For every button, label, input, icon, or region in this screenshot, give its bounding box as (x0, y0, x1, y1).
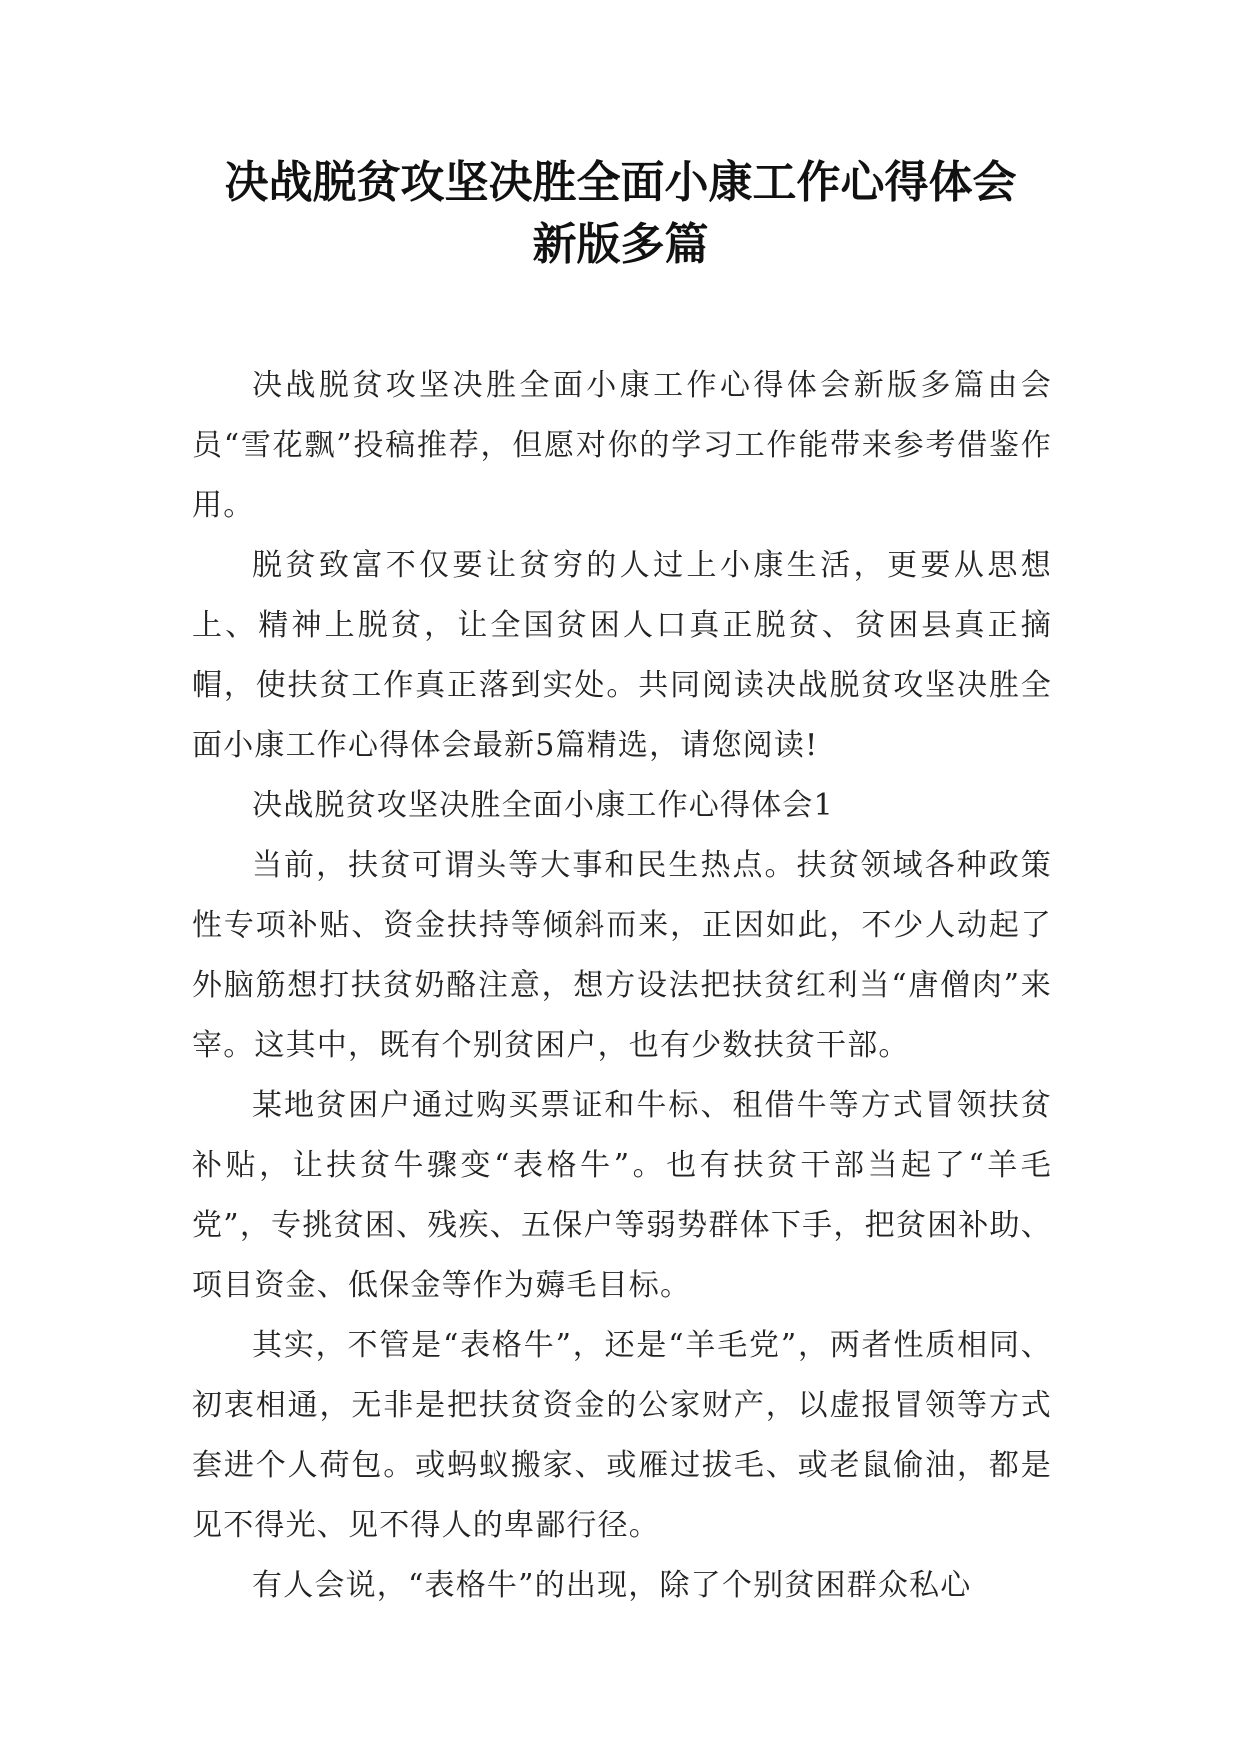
paragraph: 当前，扶贫可谓头等大事和民生热点。扶贫领域各种政策性专项补贴、资金扶持等倾斜而来，正因如此，不少人动起了外脑筋想打扶贫奶酪注意，想方设法把扶贫红利当“唐僧肉”来宰。这其中，既有个别贫困户，也有少数扶贫干部。 (192, 848, 1052, 1063)
paragraph: 其实，不管是“表格牛”，还是“羊毛党”，两者性质相同、初衷相通，无非是把扶贫资金的公家财产，以虚报冒领等方式套进个人荷包。或蚂蚁搬家、或雁过拔毛、或老鼠偷油，都是见不得光、见不得人的卑鄙行径。 (192, 1328, 1052, 1543)
title-line-1: 决战脱贫攻坚决胜全面小康工作心得体会 (224, 157, 1017, 208)
document-body (192, 356, 1052, 1616)
paragraph-intro: 决战脱贫攻坚决胜全面小康工作心得体会新版多篇由会员“雪花飘”投稿推荐，但愿对你的学习工作能带来参考借鉴作用。 (192, 368, 1052, 523)
title-line-2: 新版多篇 (532, 219, 709, 270)
document-title (150, 152, 1091, 276)
section-heading: 决战脱贫攻坚决胜全面小康工作心得体会1 (252, 788, 834, 823)
paragraph: 某地贫困户通过购买票证和牛标、租借牛等方式冒领扶贫补贴，让扶贫牛骤变“表格牛”。也有扶贫干部当起了“羊毛党”，专挑贫困、残疾、五保户等弱势群体下手，把贫困补助、项目资金、低保金等作为薅毛目标。 (192, 1088, 1052, 1303)
paragraph-summary: 脱贫致富不仅要让贫穷的人过上小康生活，更要从思想上、精神上脱贫，让全国贫困人口真正脱贫、贫困县真正摘帽，使扶贫工作真正落到实处。共同阅读决战脱贫攻坚决胜全面小康工作心得体会最新5篇精选，请您阅读! (192, 548, 1052, 763)
paragraph: 有人会说，“表格牛”的出现，除了个别贫困群众私心 (252, 1568, 972, 1603)
